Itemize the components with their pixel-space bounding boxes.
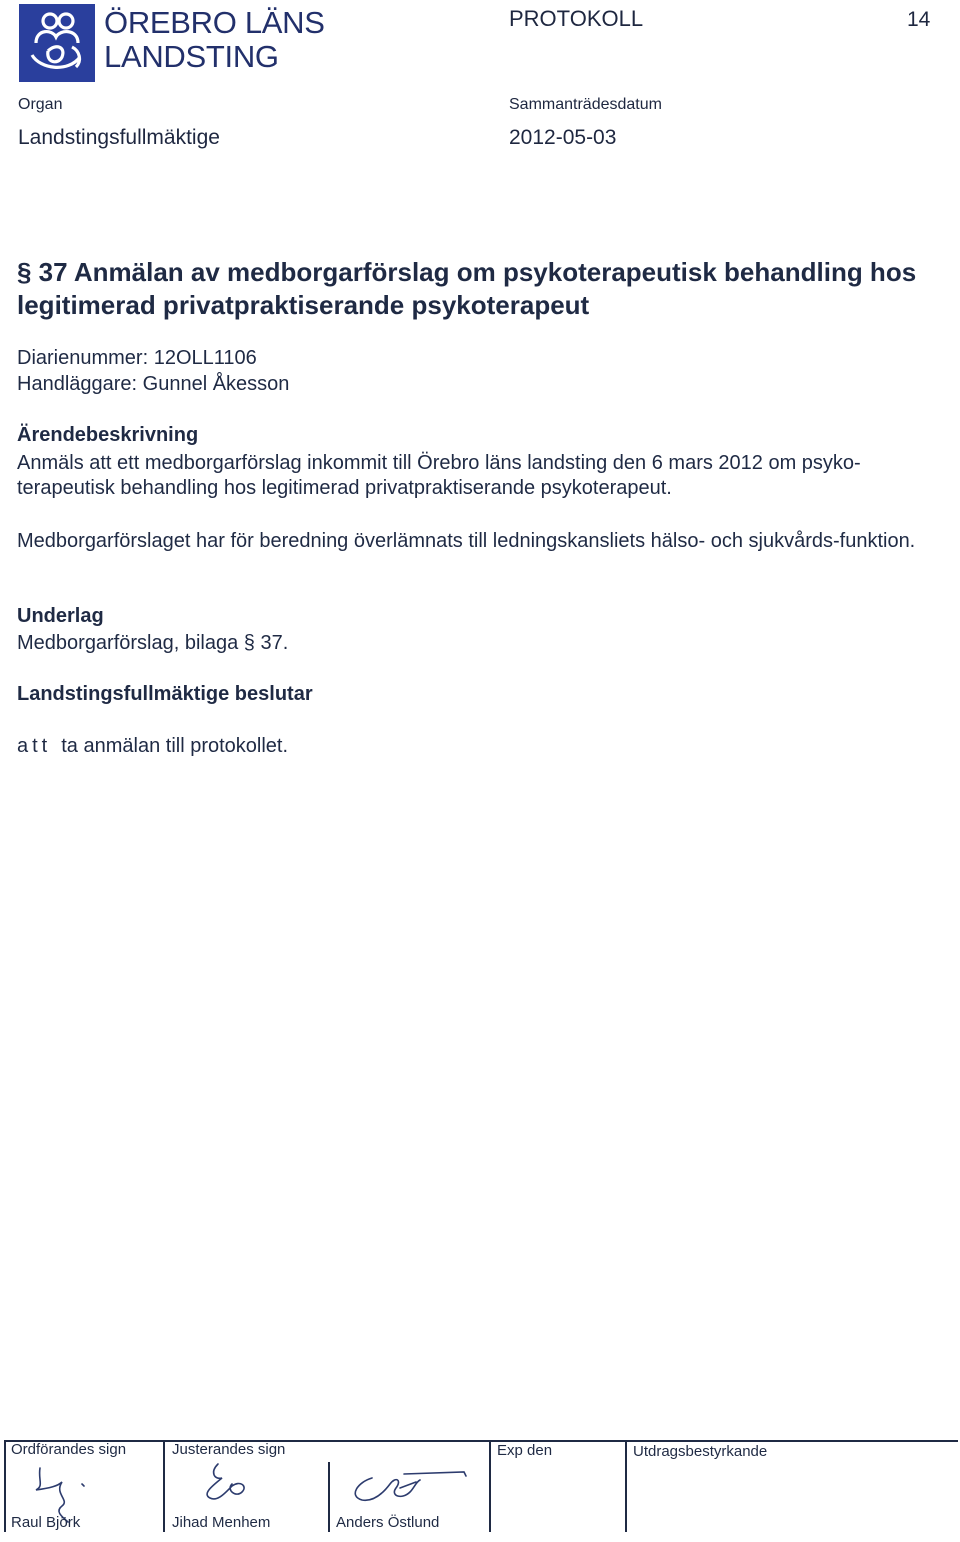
adjuster2-name: Anders Östlund: [336, 1514, 440, 1531]
decision-text: ta anmälan till protokollet.: [61, 735, 289, 757]
adjuster2-signature-scribble: [344, 1462, 474, 1512]
section-title: § 37 Anmälan av medborgarförslag om psykoterapeutisk behandling hos legitimerad privatpraktiserande psykoterapeut: [17, 257, 917, 320]
signature-table-rule: [4, 1440, 958, 1442]
description-heading: Ärendebeskrivning: [17, 424, 199, 446]
handlaggare: Handläggare: Gunnel Åkesson: [17, 373, 290, 395]
organ-value: Landstingsfullmäktige: [18, 126, 220, 149]
adjuster-sign-label: Justerandes sign: [172, 1441, 286, 1458]
signature-divider: [625, 1440, 627, 1532]
chair-sign-label: Ordförandes sign: [11, 1441, 127, 1458]
logo-emblem-icon: [22, 7, 92, 79]
organization-name-line1: ÖREBRO LÄNS: [104, 5, 325, 40]
signature-divider: [328, 1462, 330, 1532]
description-paragraph-1: Anmäls att ett medborgarförslag inkommit till Örebro läns landsting den 6 mars 2012 om psyko-terapeutisk behandling hos legitimerad privatpraktiserande psykoterapeut.: [17, 452, 861, 499]
organization-name: [104, 6, 325, 74]
diarienummer: Diarienummer: 12OLL1106: [17, 347, 257, 369]
adjuster1-signature-scribble: [192, 1458, 252, 1508]
meeting-date-label: Sammanträdesdatum: [509, 96, 662, 113]
adjuster1-name: Jihad Menhem: [172, 1514, 271, 1531]
decision-heading: Landstingsfullmäktige beslutar: [17, 683, 313, 705]
exp-date-label: Exp den: [497, 1442, 553, 1459]
underlag-heading: Underlag: [17, 605, 104, 627]
document-type: PROTOKOLL: [509, 6, 644, 31]
landsting-logo: [19, 4, 95, 82]
decision-att: att: [17, 735, 52, 757]
underlag-text: Medborgarförslag, bilaga § 37.: [17, 632, 289, 654]
signature-divider: [4, 1440, 6, 1532]
chair-name: Raul Björk: [11, 1514, 81, 1531]
description-paragraph-2: Medborgarförslaget har för beredning överlämnats till ledningskansliets hälso- och sjukvårds-funktion.: [17, 530, 916, 552]
signature-divider: [489, 1440, 491, 1532]
meeting-date-value: 2012-05-03: [509, 126, 617, 149]
organ-label: Organ: [18, 96, 63, 113]
page-number: 14: [907, 8, 931, 31]
extract-certification-label: Utdragsbestyrkande: [633, 1443, 768, 1460]
signature-divider: [163, 1440, 165, 1532]
decision-line: [17, 734, 288, 759]
organization-name-line2: LANDSTING: [104, 39, 279, 74]
